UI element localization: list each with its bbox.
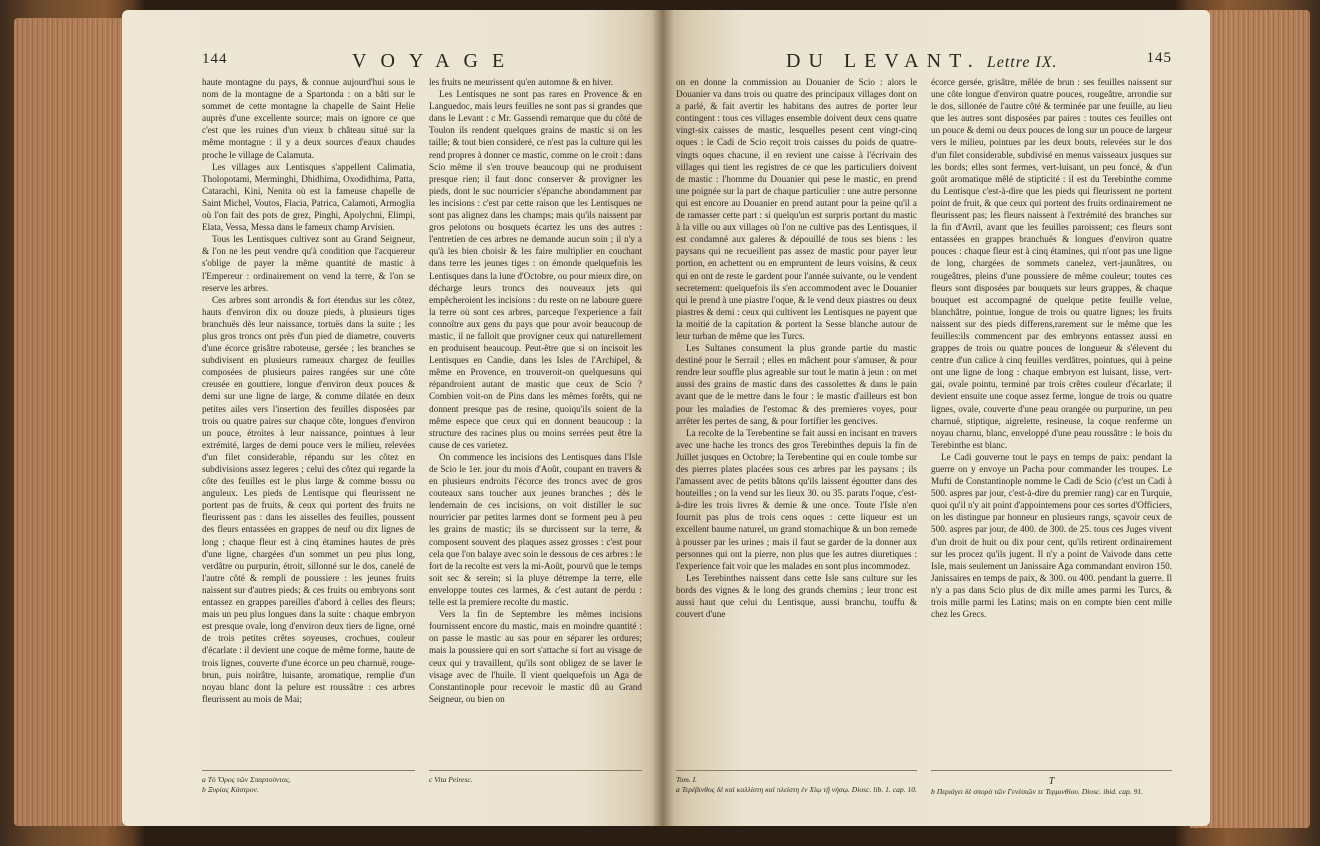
paragraph: Les Terebinthes naissent dans cette Isle sans culture sur les bords des vignes & le long des grands chemins ; leur tronc est aussi haut que celui du Lentisque, aussi branchu, touffu & couvert d'une	[676, 572, 917, 620]
left-column-1	[202, 76, 415, 766]
paragraph: Ces arbres sont arrondis & fort étendus sur les côtez, hauts d'environ dix ou douze pieds, à plusieurs tiges branchuës dès leur naissance, tortuës dans la suite ; les plus gros troncs ont près d'un pied de diametre, couverts d'une écorce grisâtre raboteuse, gersée ; les branches se subdivisent en plusieurs rameaux chargez de feuilles composées de plusieurs paires rangées sur une côte creusée en gouttiere, longue d'environ deux pouces & demi sur une ligne de large, & comme dilatée en deux petites ailes vers l'insertion des feuilles disposées par trois ou quatre paires sur chaque côte, longues d'environ un pouce, étroites à leur naissance, pointues à leur extrémité, larges de demi pouce vers le milieu, relevées d'un filet considerable, répandu sur les côtez en subdivisions assez legeres ; celui des côtez qui regarde la côte des feuilles est le plus large & comme bossu ou anguleux. Les pieds de Lentisque qui fleurissent ne portent pas de fruits, & ceux qui portent des fruits ne fleurissent pas : dans les aisselles des feuilles, poussent des fleurs entassées en grappes de neuf ou dix lignes de long ; chaque fleur est à cinq étamines hautes de près d'une ligne, chargées d'un sommet un peu plus long, verdâtre ou purpurin, étroit, sillonné sur le dos, canelé de l'autre côté & rempli de poussiere : les jeunes fruits naissent sur d'autres pieds; & ces fruits ou embryons sont entassez en grappes pareilles d'abord à celles des fleurs; mais un peu plus longues dans la suite : chaque embryon est presque ovale, long d'environ deux tiers de ligne, orné de trois petites crêtes soyeuses, crochues, couleur d'écarlate : il devient une coque de même forme, haute de trois lignes, couverte d'une écorce un peu charnuë, rouge-brun, puis noirâtre, luisante, aromatique, remplie d'un noyau blanc dont la pelure est roussâtre : ces arbres fleurissent au mois de Mai;	[202, 294, 415, 704]
paragraph: haute montagne du pays, & connue aujourd'hui sous le nom de la montagne de a Spartonda : on a bâti sur le sommet de cette montagne la chapelle de Saint Helie auprès d'une excellente source; mais on ignore ce que c'est que les ruines d'un vieux b château situé sur la même montagne : il y a deux sources d'eaux chaudes proche le village de Calamuta.	[202, 77, 415, 160]
page-edges-left	[14, 18, 134, 826]
right-page	[662, 10, 1210, 826]
footnote: c Vita Peiresc.	[429, 775, 473, 784]
footnote: a Τὸ Ὄρος τῶν Σπαρτούντας.	[202, 775, 291, 784]
running-head-text: DU LEVANT.	[786, 50, 981, 72]
paragraph: écorce gersée, grisâtre, mêlée de brun : ses feuilles naissent sur une côte longue d'environ quatre pouces, rougeâtre, arrondie sur le dos, sillonée de l'autre côté & terminée par une feuille, au lieu que les autres sont disposées par paires : toutes ces feuilles ont un pouce & demi ou deux pouces de long sur un pouce de largeur vers le milieu, pointues par les deux bouts, relevées sur le dos d'un filet considerable, subdivisé en menus vaisseaux jusques sur les bords; elles sont fermes, vert-luisant, un peu foncé, & d'un goût aromatique mêlé de stipticité : il est du Terebinthe comme du Lentisque c'est-à-dire que les pieds qui fleurissent ne portent point de fruit, & que ceux qui portent des fruits ordinairement ne fleurissent pas; les fleurs naissent à l'extrémité des branches sur la fin d'Avril, avant que les feuilles paroissent; ces fleurs sont entassées en grappes branchuës & longues d'environ quatre pouces : chaque fleur est à cinq étamines, qui n'ont pas une ligne de long, chargées de sommets canelez, vert-jaunâtres, ou rougeâtres, pleins d'une poussiere de même couleur; toutes ces fleurs sont disposées par bouquets sur leurs grappes, & chaque bouquet est accompagné de quelque petite feuille velue, blanchâtre, pointue, longue de trois ou quatre lignes; les fruits naissent sur des pieds differens,rarement sur le même que les feuilles:ils commencent par des embryons entassez aussi en grappes de trois ou quatre pouces de longueur & s'élevent du centre d'un calice à cinq feuilles verdâtres, pointues, qui à peine ont une ligne de long : chaque embryon est luisant, lisse, vert-gai, ovale pointu, terminé par trois crêtes couleur d'écarlate; il devient ensuite une coque assez ferme, longue de trois ou quatre lignes, ovale, couverte d'une peau orangée ou purpurine, un peu charnuë, stiptique, aigrelette, resineuse, la coque renferme un noyau charnu, blanc, enveloppé d'une peau roussâtre : le bois du Terebinthe est blanc.	[931, 77, 1172, 450]
letter-number: Lettre IX.	[986, 54, 1058, 71]
paragraph: on en donne la commission au Douanier de Scio : alors le Douanier va dans trois ou quatre des principaux villages dont on a parlé, & fait avertir les habitans des autres de porter leur contingent : tous ces villages ensemble doivent deux cens quatre vingt-six caisses de mastic, lesquelles pesent cent vingt-cinq oques : le Cadi de Scio reçoit trois caisses du poids de quatre-vingts oques chacune, il en revient une caisse à l'écrivain des villages qui tient les registres de ce que les particuliers doivent de mastic : l'homme du Douanier qui pese le mastic, en prend une poignée sur la part de chaque particulier : une autre personne qui est encore au Douanier en prend autant pour la peine qu'il a de ramasser cette part : si quelqu'un est surpris portant du mastic à la ville ou aux villages où l'on ne cultive pas des Lentisques, il est condamné aux galeres & dépouillé de tous ses biens : les paysans qui ne recueillent pas assez de mastic pour payer leur portion, en achettent ou en empruntent de leurs voisins, & ceux qui en ont de reste le gardent pour l'année suivante, ou le vendent secretement: quelquefois ils s'en accommodent avec le Douanier qui le prend à une piastre l'oque, & le vend deux piastres ou deux piastres & demi : ceux qui cultivent les Lentisques ne payent que la moitié de la capitation & portent la Sesse blanche autour de leur turban de même que les Turcs.	[676, 77, 917, 341]
page-number-left: 144	[202, 51, 228, 67]
footnote: a Τερέβινθος δὲ καὶ καλλίστη καὶ πλείστη ἐν Χίῳ τῇ νήσῳ. Diosc. lib. 1. cap. 10.	[676, 785, 917, 794]
right-column-2	[931, 76, 1172, 766]
paragraph: On commence les incisions des Lentisques dans l'Isle de Scio le 1er. jour du mois d'Août, coupant en travers & en plusieurs endroits l'écorce des troncs avec de gros couteaux sans toucher aux jeunes branches ; dès le lendemain de ces incisions, on voit distiller le suc nourricier par petites larmes dont se forment peu à peu les grains de mastic; ils se durcissent sur la terre, & composent souvent des plaques assez grosses : c'est pour cela que l'on balaye avec soin le dessous de ces arbres : le fort de la recolte est vers la mi-Août, pourvû que le temps soit sec & serein; si la pluye détrempe la terre, elle enveloppe toutes ces larmes, & c'est autant de perdu : telle est la premiere recolte du mastic.	[429, 451, 642, 608]
left-column-2	[429, 76, 642, 766]
book-gutter	[652, 10, 674, 826]
paragraph: Vers la fin de Septembre les mêmes incisions fournissent encore du mastic, mais en moindre quantité : on passe le mastic au sas pour en séparer les ordures; mais la poussiere qui en sort s'attache si fort au visage de ceux qui y travaillent, qu'ils sont obligez de se laver le visage avec de l'huile. Il vient quelquefois un Aga de Constantinople pour recevoir le mastic dû au Grand Seigneur, ou bien on	[429, 609, 642, 704]
footnotes-right-1	[676, 770, 917, 797]
right-column-1	[676, 76, 917, 766]
footnote: b Ξυρίας Κάστρον.	[202, 785, 259, 794]
right-header	[676, 50, 1172, 76]
paragraph: les fruits ne meurissent qu'en automne & en hiver.	[429, 77, 614, 87]
footnotes-left-2	[429, 770, 642, 795]
footnotes-right-2	[931, 770, 1172, 797]
running-head-left: VOYAGE	[352, 50, 519, 72]
paragraph: Tous les Lentisques cultivez sont au Grand Seigneur, & l'on ne les peut vendre qu'à condition que l'acquereur s'oblige de payer la même quantité de mastic à l'Empereur : ordinairement on vend la terre, & l'on se reserve les arbres.	[202, 234, 415, 293]
signature-mark: T	[1048, 776, 1055, 787]
footnote: b Περιάγει δὲ σπορὰ τῶν Γενέσιῶν τε Τερμινθίου. Diosc. ibid. cap. 91.	[931, 787, 1144, 796]
left-page	[122, 10, 662, 826]
page-number-right: 145	[1146, 50, 1172, 66]
paragraph: Les Lentisques ne sont pas rares en Provence & en Languedoc, mais leurs feuilles ne sont pas si grandes que dans le Levant : c Mr. Gassendi remarque que du côté de Toulon ils rendent quelques grains de mastic si on les taille; & tout bien consideré, ce n'est pas la culture qui les rend propres à donner ce mastic, comme on le croit : dans Scio même il s'en trouve beaucoup qui ne produisent presque rien; il faut donc conserver & provigner les pieds, dont le suc nourricier s'épanche abondamment par les incisions : c'est par cette raison que les Lentisques ne sont pas alignez dans les champs; mais qu'ils naissent par gros pelotons ou bosquets écartez les uns des autres : l'entretien de ces arbres ne demande aucun soin ; il n'y a qu'à les bien choisir & les faire multiplier en couchant dans terre les jeunes tiges : on émonde quelquefois les Lentisques dans la lune d'Octobre, ou pour mieux dire, on décharge leurs troncs des nouveaux jets qui empêcheroient les incisions : du reste on ne laboure guere la terre où sont ces arbres, parceque l'experience a fait connoître aux gens du pays que pour avoir beaucoup de mastic, il ne falloit que provigner ceux qui naturellement en produisent beaucoup. Peut-être que si on incisoit les Lentisques en Candie, dans les Isles de l'Archipel, & même en Provence, en trouveroit-on quelquesuns qui répandroient autant de mastic que ceux de Scio ? Combien voit-on de Pins dans les mêmes forêts, qui ne donnent presque pas de resine, quoiqu'ils soient de la même espece que ceux qui en donnent beaucoup : la structure des racines plus ou moins serrées peut être la cause de ces varietez.	[429, 89, 642, 450]
signature-mark: Tom. I.	[676, 775, 698, 784]
paragraph: Le Cadi gouverne tout le pays en temps de paix: pendant la guerre on y envoye un Pacha pour commander les troupes. Le Mufti de Constantinople nomme le Cadi de Scio (c'est un Cadi à 500. aspres par jour, c'est-à-dire du premier rang) car en Turquie, quoi qu'il n'y ait point d'appointemens pour ces sortes d'Officiers, on les distingue par honneur en plusieurs rangs, sçavoir ceux de 500. aspres par jour, de 400. de 300. de 25. tous ces Juges vivent d'un droit de huit ou dix pour cent, qu'ils retirent ordinairement sur les procez qu'ils jugent. Il n'y a point de Vaivode dans cette Isle, mais seulement un Janissaire Aga commandant environ 150. Janissaires en temps de paix, & 300. ou 400. pendant la guerre. Il n'y a pas dans Scio plus de dix mille ames parmi les Turcs, & trois mille parmi les Latins; mais on en compte bien cent mille chez les Grecs.	[931, 451, 1172, 620]
paragraph: Les villages aux Lentisques s'appellent Calimatia, Tholopotami, Merminghi, Dhidhima, Oxodidhima, Patta, Catarachi, Kini, Nenita où est la fameuse chapelle de Saint Michel, Voutos, Flacia, Patrica, Calamoti, Armoglia où l'on fait des pots de grez, Pinghi, Apolychni, Elimpi, Elata, Vessa, Messa dans le fameux champ Arvisien.	[202, 161, 415, 233]
running-head-right	[786, 50, 1058, 73]
left-header	[202, 50, 642, 76]
paragraph: Les Sultanes consument la plus grande partie du mastic destiné pour le Serrail ; elles en mâchent pour s'amuser, & pour rendre leur souffle plus agreable sur tout le matin à jeun : on met aussi des grains de mastic dans des cassolettes & dans le pain avant que de le mettre dans le four : le mastic d'ailleurs est bon pour les maladies de l'estomac & des premieres voyes, pour arrêter les pertes de sang, & pour fortifier les gencives.	[676, 343, 917, 426]
footnotes-left-1	[202, 770, 415, 795]
paragraph: La recolte de la Terebentine se fait aussi en incisant en travers avec une hache les troncs des gros Terebinthes depuis la fin de Juillet jusques en Octobre; la Terebentine qui en coule tombe sur des pierres plates placées sous ces arbres par les paysans ; ils l'amassent avec de petits bâtons qu'ils laissent égoutter dans des bouteilles ; on la vend sur les lieux 30. ou 35. parats l'oque, c'est-à-dire les trois livres & demie & une once. Toute l'Isle n'en fournit pas plus de trois cens oques : cette liqueur est un excellent baume naturel, un grand stomachique & un bon remede à pousser par les urines ; mais il faut se garder de la donner aux personnes qui ont la pierre, non plus que les autres diuretiques : l'experience fait voir que les malades en sont plus incommodez.	[676, 427, 917, 571]
